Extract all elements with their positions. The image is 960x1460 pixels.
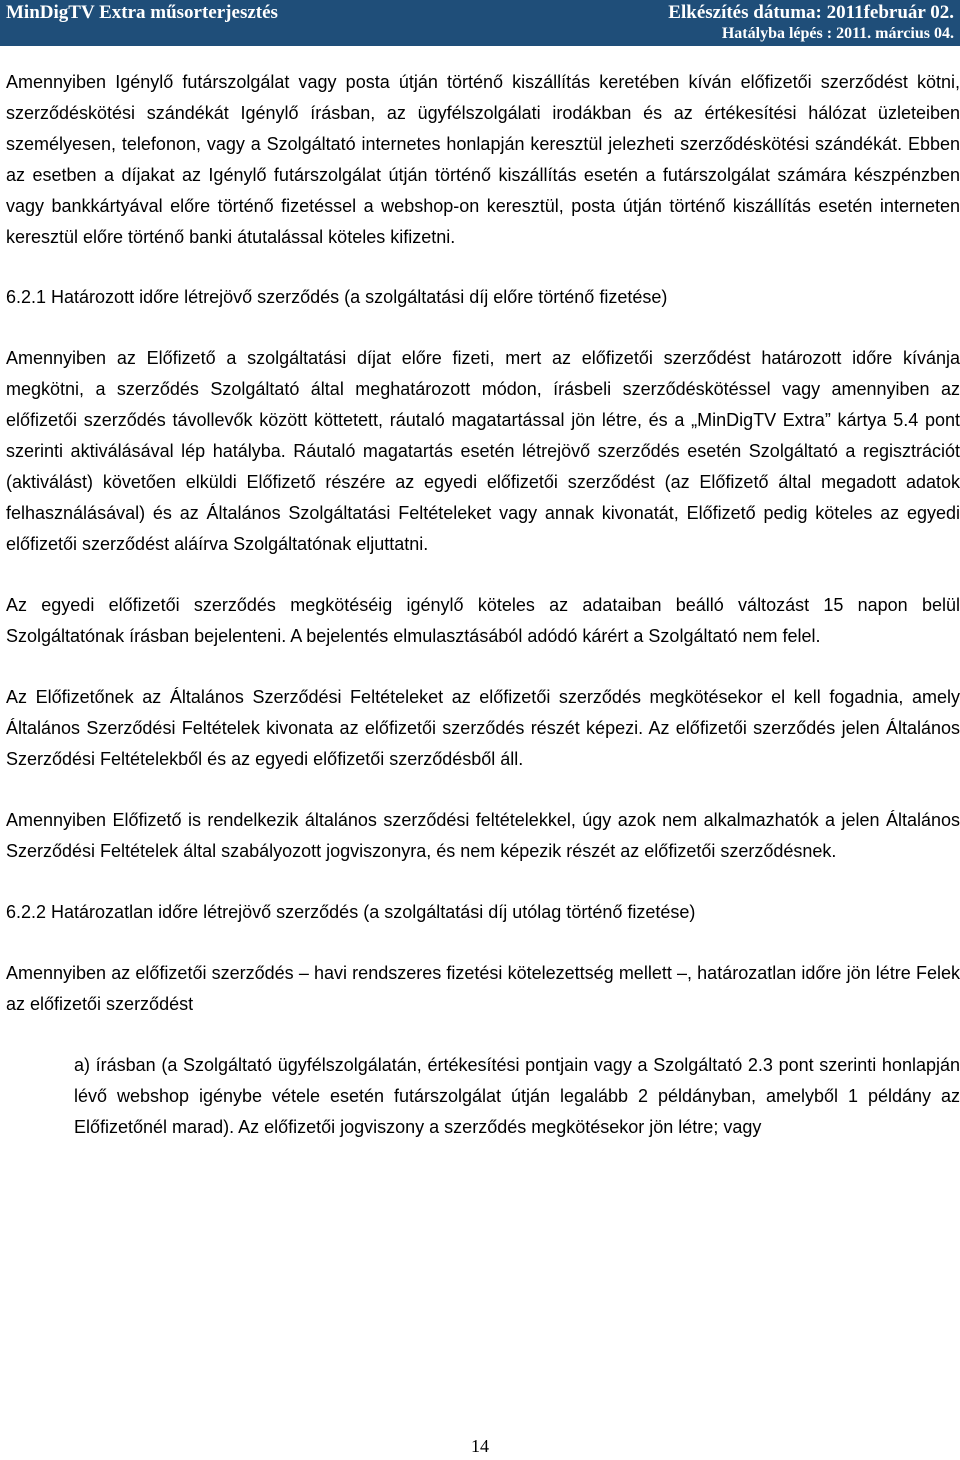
paragraph-data-change-notice: Az egyedi előfizetői szerződés megkötéséig igénylő köteles az adataiban beálló változást 15 napon belül Szolgáltatónak írásban bejelenteni. A bejelentés elmulasztásából adódó kárért a Szolgáltató nem felel. [6,595,960,646]
paragraph-subscriber-terms-exclusion: Amennyiben Előfizető is rendelkezik általános szerződési feltételekkel, úgy azok nem alkalmazhatók a jelen Általános Szerződési Feltételek által szabályozott jogviszonyra, és nem képezik részét az előfizetői szerződésnek. [6,810,960,861]
paragraph-general-terms-acceptance: Az Előfizetőnek az Általános Szerződési Feltételeket az előfizetői szerződés megkötésekor el kell fogadnia, amely Általános Szerződési Feltételek kivonata az előfizetői szerződés részét képezi. Az előfizetői szerződés jelen Általános Szerződési Feltételekből és az egyedi előfizetői szerződésből áll. [6,687,960,769]
paragraph-indefinite-term-contract: Amennyiben az előfizetői szerződés – havi rendszeres fizetési kötelezettség mellett –, határozatlan időre jön létre Felek az előfizetői szerződést [6,963,960,1014]
section-heading-6-2-2: 6.2.2 Határozatlan időre létrejövő szerződés (a szolgáltatási díj utólag történő fizetése) [6,902,696,922]
header-dates [668,2,954,44]
document-body [6,67,960,1173]
section-heading-6-2-1: 6.2.1 Határozott időre létrejövő szerződés (a szolgáltatási díj előre történő fizetése) [6,287,668,307]
list-item-a-written-contract: a) írásban (a Szolgáltató ügyfélszolgálatán, értékesítési pontjain vagy a Szolgáltató 2.3 pont szerinti honlapján lévő webshop igénybe vétele esetén futárszolgálat útján legalább 2 példányban, amelyből 1 példány az Előfizetőnél marad). Az előfizetői jogviszony a szerződés megkötésekor jön létre; vagy [74,1055,960,1137]
page-number: 14 [471,1436,489,1456]
created-date: Elkészítés dátuma: 2011február 02. [668,2,954,23]
paragraph-fixed-term-contract: Amennyiben az Előfizető a szolgáltatási díjat előre fizeti, mert az előfizetői szerződést határozott időre kívánja megkötni, a szerződés Szolgáltató által meghatározott módon, írásbeli szerződéskötéssel vagy amennyiben az előfizetői szerződés távollevők között köttetett, ráutaló magatartással jön létre, és a „MinDigTV Extra” kártya 5.4 pont szerinti aktiválásával lép hatályba. Ráutaló magatartás esetén létrejövő szerződés esetén Szolgáltató a regisztrációt (aktiválást) követően elküldi Előfizető részére az egyedi előfizetői szerződést (az Előfizető által megadott adatok felhasználásával) és az Általános Szolgáltatási Feltételeket vagy annak kivonatát, Előfizető pedig köteles az egyedi előfizetői szerződést aláírva Szolgáltatónak eljuttatni. [6,348,960,554]
document-title: MinDigTV Extra műsorterjesztés [6,2,278,23]
effective-date: Hatályba lépés : 2011. március 04. [721,25,954,42]
page-header [0,0,960,46]
paragraph-ordering-process: Amennyiben Igénylő futárszolgálat vagy posta útján történő kiszállítás keretében kíván előfizetői szerződést kötni, szerződéskötési szándékát Igénylő írásban, az ügyfélszolgálati irodákban és az értékesítési hálózat üzleteiben személyesen, telefonon, vagy a Szolgáltató internetes honlapján keresztül jelezheti szerződéskötési szándékát. Ebben az esetben a díjakat az Igénylő futárszolgálat útján történő kiszállítás esetén a futárszolgálat számára készpénzben vagy bankkártyával előre történő fizetéssel a webshop-on keresztül, posta útján történő kiszállítás esetén interneten keresztül előre történő banki átutalással köteles kifizetni. [6,72,960,247]
